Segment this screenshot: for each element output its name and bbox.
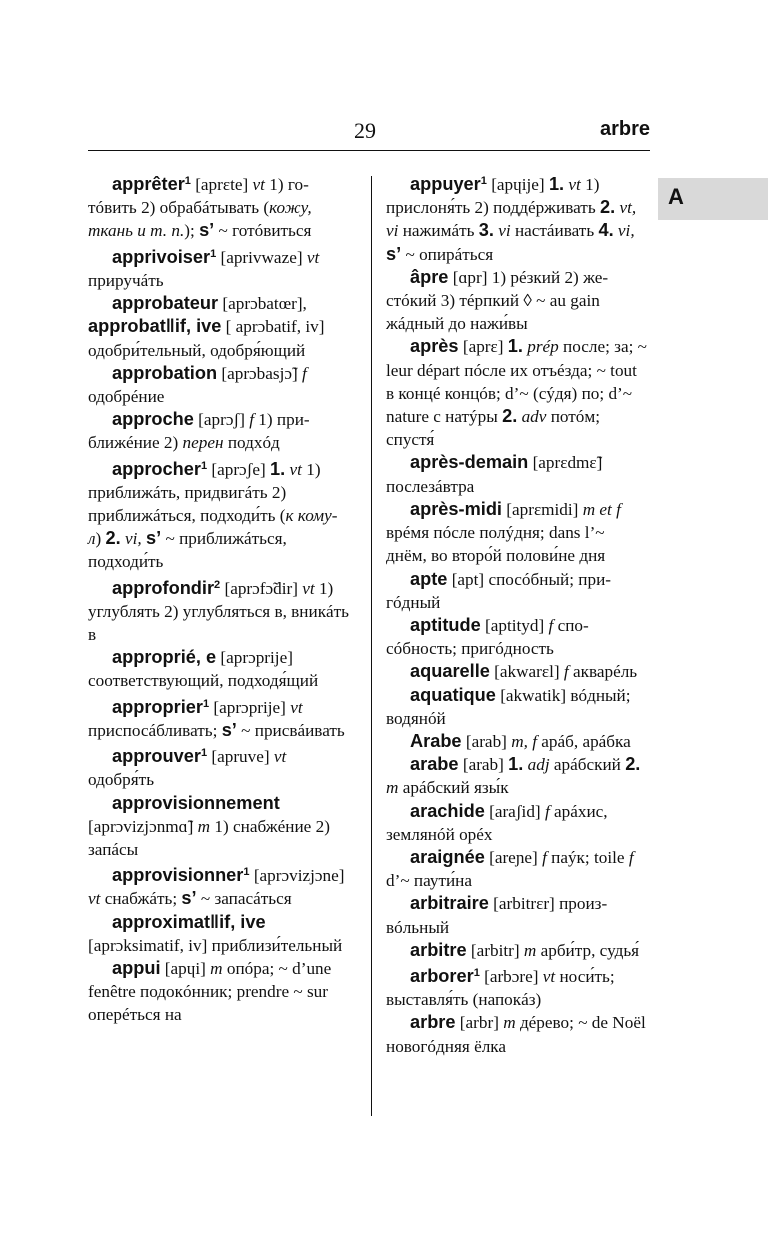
transcription: [aprɛdmɛ̃] (532, 453, 603, 473)
translation: приручáть (88, 270, 164, 290)
dictionary-entry (386, 730, 648, 753)
transcription: [arbɔre] (484, 967, 539, 986)
grammar-label: m (523, 940, 537, 960)
grammar-label: vt (542, 967, 556, 986)
dictionary-entry (88, 792, 350, 862)
grammar-label: f (542, 847, 547, 867)
sense-number: 2. (105, 528, 121, 549)
dictionary-entry (386, 892, 648, 938)
translation: спосóбность; пригóдность (386, 615, 589, 659)
translation: одобря́ть (88, 770, 155, 790)
dictionary-entry (386, 451, 648, 497)
sense-number: 4. (598, 220, 614, 241)
translation: одобри́тельный, одобря́ющий (88, 340, 306, 360)
dictionary-entry (88, 455, 350, 574)
dictionary-entry (386, 684, 648, 730)
translation: дéрево; ~ de Noël новогóдняя ёлка (386, 1013, 646, 1056)
translation: соответствующий, подходя́щий (88, 671, 319, 691)
dictionary-entry (88, 742, 350, 791)
translation: приспосáбливать; (88, 720, 222, 740)
translation: ~ запасáться (200, 889, 292, 909)
homonym-number: 1 (480, 175, 487, 187)
transcription: [arbitrɛr] (493, 894, 555, 914)
dictionary-entry (386, 170, 648, 266)
translation: арáбский язы́к (398, 778, 509, 798)
headword: approbation (112, 362, 218, 383)
grammar-label: m, f (511, 731, 537, 751)
translation: 1) прислоня́ть 2) поддéрживать (386, 175, 600, 218)
grammar-label: f (302, 363, 307, 383)
translation: одобрéние (88, 386, 165, 406)
translation: вóдный; водянóй (386, 685, 631, 728)
headword: âpre (410, 266, 449, 287)
transcription: [araʃid] (489, 801, 541, 821)
grammar-label: vt (273, 747, 287, 767)
grammar-label: prép (527, 337, 559, 357)
transcription: [aprɔksimatif, iv] (88, 935, 208, 955)
transcription: [apt] (451, 569, 485, 589)
headword: arbre (410, 1012, 456, 1033)
translation: арáхис, землянóй орéх (386, 801, 608, 844)
dictionary-entry (88, 574, 350, 647)
grammar-label: vt (302, 578, 315, 598)
dictionary-entry (88, 957, 350, 1027)
grammar-label: vt (88, 889, 101, 909)
dictionary-entry (386, 266, 648, 336)
translation: спосóбный; пригóдный (386, 569, 612, 612)
headword: aquarelle (410, 661, 490, 682)
grammar-label: f (548, 615, 554, 635)
dictionary-entry (386, 1011, 648, 1057)
reflexive-marker: s’ (146, 528, 162, 549)
grammar-label: vt (306, 247, 320, 267)
translation: 1) приближáть, придвигáть 2) приближáться, подходи́ть ( (88, 459, 321, 525)
grammar-label: adv (521, 407, 547, 427)
grammar-label: к кому-л (88, 505, 338, 549)
grammar-label: m (503, 1013, 516, 1033)
headword: approuver (112, 746, 201, 767)
grammar-label: vt (290, 697, 303, 717)
headword: approbat‖if, ive (88, 316, 222, 337)
headword: après-midi (410, 498, 502, 519)
headword: approvisionner (112, 865, 244, 886)
headword: arabe (410, 754, 459, 775)
transcription: [aprɛmidi] (506, 499, 579, 519)
transcription: [arbitr] (470, 940, 520, 960)
transcription: [akwatik] (500, 685, 567, 705)
sense-number: 1. (508, 754, 524, 775)
grammar-label: f (563, 662, 569, 682)
transcription: [aprɔʃe] (211, 459, 266, 479)
dictionary-entry (386, 614, 648, 660)
translation: паýк; toile (551, 847, 629, 867)
translation: акварéль (572, 662, 638, 682)
transcription: [aprɔprije] (213, 697, 286, 717)
translation: ) (95, 529, 106, 549)
homonym-number: 2 (214, 578, 221, 591)
sense-number: 1. (270, 458, 286, 479)
reflexive-marker: s’ (221, 719, 237, 740)
headword: arbitraire (410, 893, 489, 914)
homonym-number: 1 (210, 247, 217, 260)
transcription: [aprɔʃ] (198, 410, 245, 430)
grammar-label: f (249, 410, 254, 430)
homonym-number: 1 (202, 697, 210, 710)
reflexive-marker: s’ (386, 243, 402, 264)
headword: approvisionnement (112, 792, 280, 813)
transcription: [apɥije] (491, 175, 545, 195)
headword: approprier (112, 696, 203, 717)
headword: arachide (410, 800, 485, 821)
transcription: [akwarɛl] (494, 662, 560, 682)
transcription: [aprɔbatœr], (222, 294, 307, 314)
headword: appui (112, 958, 161, 979)
translation: 1) готóвить 2) обрабáтывать ( (88, 175, 309, 218)
dictionary-entry (88, 243, 350, 292)
transcription: [aprɔbasjɔ̃] (221, 363, 298, 383)
headword: apprêter (112, 174, 185, 195)
translation: 1) рéзкий 2) жестóкий 3) тéрпкий ◊ ~ au gain жáдный до нажи́вы (386, 267, 609, 334)
headword: aptitude (410, 614, 481, 635)
letter-tab (658, 178, 768, 220)
sense-number: 2. (599, 197, 616, 218)
translation: ~ готóвиться (218, 221, 312, 241)
translation: потóм; спустя́ (386, 407, 601, 450)
translation: после; за; ~ leur départ пóсле их отъéзда; ~ tout в концé концóв; d’~ (сýдя) по; d’~ nature с натýры (386, 337, 647, 427)
translation: послезáвтра (386, 476, 475, 496)
sense-number: 2. (625, 754, 641, 775)
headword: après-demain (410, 452, 529, 473)
transcription: [aprɔvizjɔne] (253, 866, 345, 886)
headword: arbitre (410, 939, 467, 960)
grammar-label: vt, vi (386, 198, 637, 241)
grammar-label: vt (289, 459, 302, 479)
transcription: [aprivwaze] (220, 247, 303, 267)
grammar-label: vi, (125, 529, 142, 549)
grammar-label: m (210, 959, 223, 979)
transcription: [apɥi] (164, 959, 206, 979)
headword: arborer (410, 966, 474, 986)
dictionary-entry (386, 753, 648, 799)
translation: арáб, арáбка (541, 731, 631, 751)
grammar-label: f (544, 801, 550, 821)
dictionary-entry (88, 170, 350, 243)
transcription: [aprɔfɔ̃dir] (224, 578, 298, 598)
running-head: arbre (599, 118, 650, 140)
transcription: [ aprɔbatif, iv] (225, 317, 325, 337)
translation: подхóд (223, 433, 280, 453)
letter-tab-label: A (668, 184, 684, 209)
dictionary-entry (88, 693, 350, 742)
homonym-number: 1 (200, 747, 208, 760)
headword: appuyer (410, 174, 481, 195)
transcription: [arab] (465, 731, 507, 751)
dictionary-entry (386, 962, 648, 1011)
grammar-label: vt (252, 175, 265, 195)
headword: aquatique (410, 684, 496, 705)
transcription: [aprɛ] (462, 337, 504, 357)
transcription: [aprɛte] (195, 175, 249, 195)
translation: нажимáть (398, 221, 479, 241)
translation: ~ присвáивать (241, 720, 345, 740)
homonym-number: 1 (473, 966, 480, 979)
transcription: [apruve] (211, 747, 270, 767)
dictionary-entry (386, 800, 648, 846)
translation: арáбский (553, 755, 626, 775)
column-divider (371, 176, 372, 1116)
page-number: 29 (354, 118, 376, 143)
transcription: [ɑpr] (452, 267, 488, 287)
translation: опóра; ~ d’une fenêtre подокóнник; prendre ~ sur оперéться на (88, 959, 332, 1025)
grammar-label: m (197, 816, 211, 836)
headword: approcher (112, 458, 201, 479)
headword: approche (112, 409, 194, 430)
headword: approfondir (112, 577, 215, 598)
translation: настáивать (510, 221, 599, 241)
grammar-label: m et f (582, 499, 621, 519)
translation: 1) приближéние 2) (88, 410, 310, 453)
grammar-label: m (386, 778, 399, 798)
translation: d’~ паути́на (386, 871, 472, 891)
headword: apte (410, 568, 448, 589)
headword: approximat‖if, ive (112, 911, 266, 932)
transcription: [aprɔprije] (220, 648, 293, 668)
page-header (0, 0, 768, 160)
header-rule (88, 150, 650, 151)
translation: 1) снабжéние 2) запáсы (88, 816, 330, 859)
dictionary-entry (88, 646, 350, 692)
sense-number: 1. (507, 336, 523, 357)
dictionary-entry (386, 939, 648, 962)
dictionary-entry (88, 408, 350, 454)
dictionary-entry (386, 660, 648, 683)
translation: произвóльный (386, 894, 608, 937)
translation: арби́тр, судья́ (540, 940, 640, 960)
translation: ~ приближáться, подходи́ть (88, 529, 287, 572)
sense-number: 2. (502, 406, 518, 427)
sense-number: 1. (548, 174, 565, 195)
translation: ~ опирáться (405, 244, 494, 264)
translation: носи́ть; выставля́ть (напокáз) (386, 967, 615, 1010)
headword: approbateur (112, 293, 219, 314)
grammar-label: перен (182, 433, 224, 453)
transcription: [arbr] (459, 1013, 499, 1033)
left-column (88, 170, 350, 1027)
homonym-number: 1 (243, 866, 250, 879)
dictionary-entry (88, 911, 350, 957)
transcription: [arab] (462, 755, 504, 775)
grammar-label: vt (568, 175, 581, 195)
headword: approprié, e (112, 647, 217, 668)
grammar-label: vi (498, 221, 511, 241)
translation: приблизи́тельный (211, 935, 343, 955)
translation: снабжáть; (104, 889, 182, 909)
homonym-number: 1 (184, 175, 191, 187)
headword: apprivoiser (112, 246, 211, 267)
transcription: [aprɔvizjɔnmɑ̃] (88, 816, 194, 836)
headword: araignée (410, 846, 485, 867)
headword: après (410, 336, 459, 357)
dictionary-entry (88, 861, 350, 910)
reflexive-marker: s’ (181, 888, 197, 909)
transcription: [aptityd] (485, 615, 545, 635)
grammar-label: adj (527, 755, 550, 775)
dictionary-entry (88, 292, 350, 362)
translation: 1) углублять 2) углубляться в, вникáть в (88, 578, 350, 645)
dictionary-entry (386, 568, 648, 614)
grammar-label: vi, (617, 221, 635, 241)
grammar-label: кожу, ткань и т. п. (88, 198, 312, 241)
dictionary-entry (386, 498, 648, 568)
sense-number: 3. (478, 220, 494, 241)
headword: Arabe (410, 730, 462, 751)
dictionary-entry (386, 335, 648, 451)
reflexive-marker: s’ (199, 220, 215, 241)
grammar-label: f (628, 847, 634, 867)
transcription: [areɲe] (489, 847, 538, 867)
translation: ); (184, 221, 200, 241)
translation: врéмя пóсле полýдня; dans l’~ днём, во второ́й полови́не дня (386, 523, 606, 566)
dictionary-entry (88, 362, 350, 408)
right-column (386, 170, 648, 1058)
dictionary-entry (386, 846, 648, 892)
homonym-number: 1 (200, 459, 208, 472)
